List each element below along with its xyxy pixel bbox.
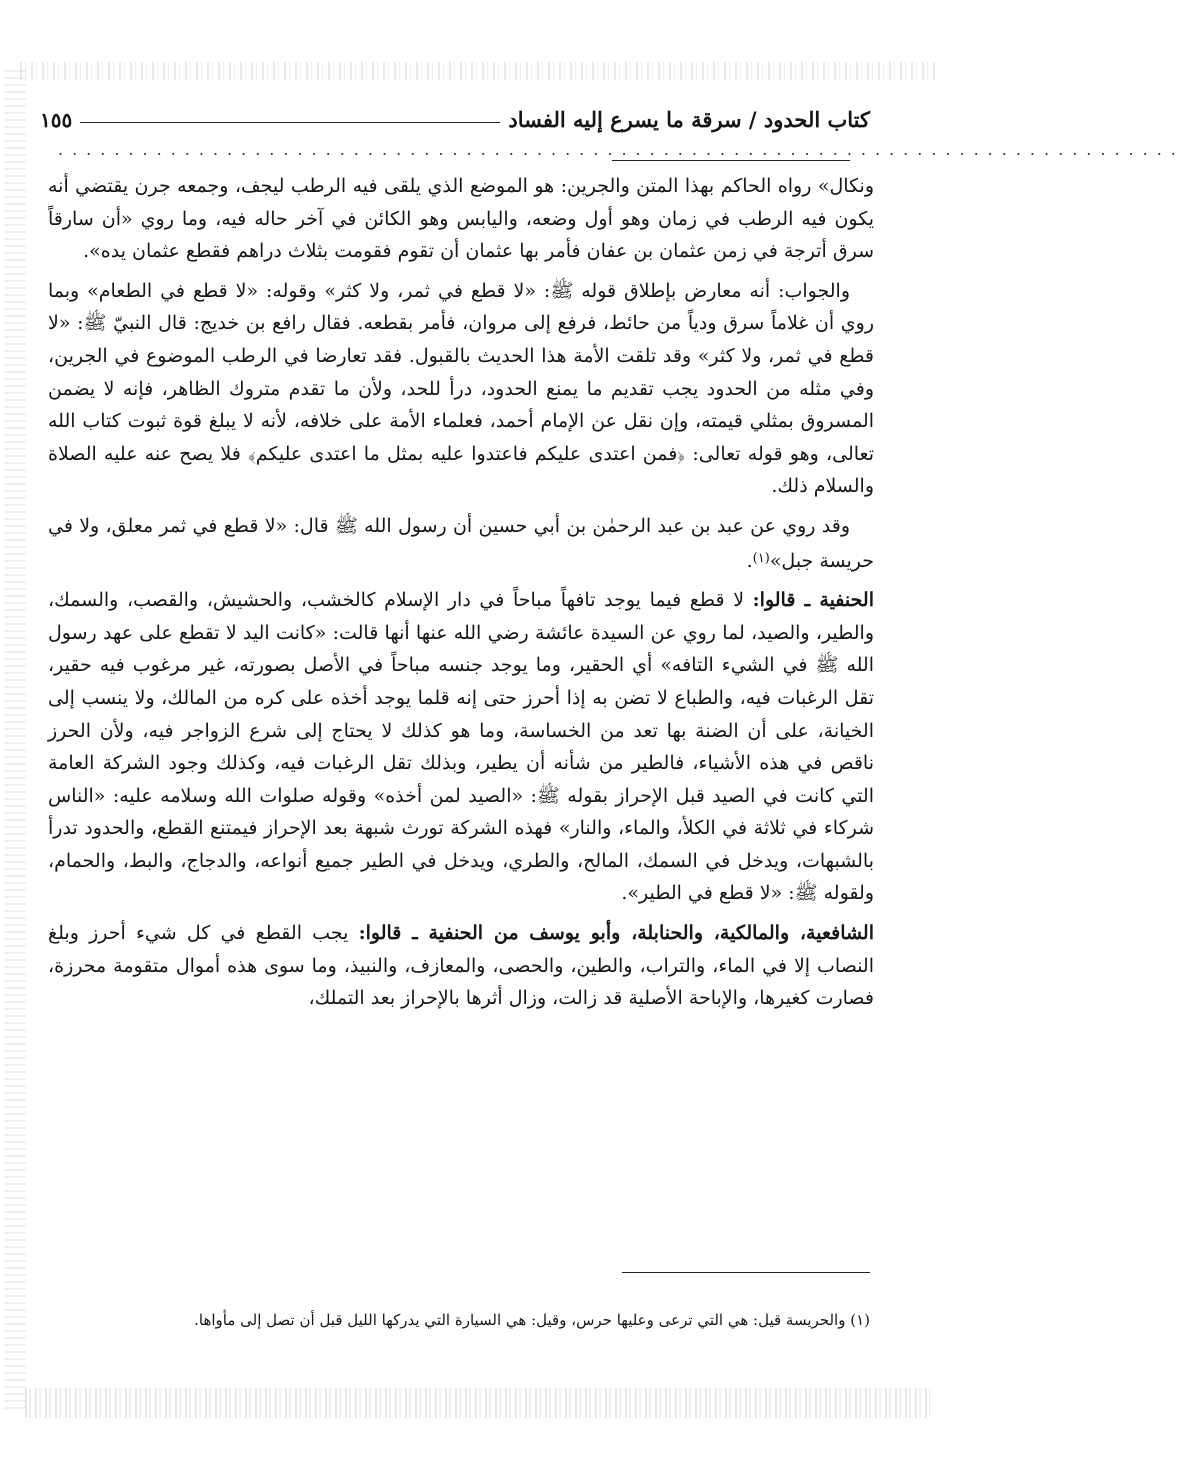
header-rule — [80, 122, 500, 123]
paragraph-3-text: وقد روي عن عبد بن عبد الرحمٰن بن أبي حسين أن رسول الله ﷺ قال: «لا قطع في ثمر معلق، ولا في حريسة جبل» — [48, 514, 874, 572]
page-number: ١٥٥ — [40, 108, 73, 132]
paragraph-2: والجواب: أنه معارض بإطلاق قوله ﷺ: «لا قطع في ثمر، ولا كثر» وقوله: «لا قطع في الطعام» وبما روي أن غلاماً سرق ودياً من حائط، فرفع إلى مروان، فأمر بقطعه. فقال رافع بن خديج: قال النبيّ ﷺ: «لا قطع في ثمر، ولا كثر» وقد تلقت الأمة هذا الحديث بالقبول. فقد تعارضا في الرطب الموضوع في الجرين، وفي مثله من الحدود يجب تقديم ما يمنع الحدود، درأ للحد، ولأن ما تقدم متروك الظاهر، فإنه لا يضمن المسروق بمثلي قيمته، وإن نقل عن الإمام أحمد، فعلماء الأمة على خلافه، لأنه لا يبلغ قوة ثبوت كتاب الله تعالى، وهو قوله تعالى: ﴿فمن اعتدى عليكم فاعتدوا عليه بمثل ما اعتدى عليكم﴾ فلا يصح عنه عليه الصلاة والسلام ذلك. — [48, 279, 874, 498]
dotted-separator: ................................................................................ — [58, 140, 1185, 159]
scan-noise-left — [4, 70, 26, 1410]
paragraph-3-end: . — [746, 549, 753, 572]
footnote: (١) والحريسة قيل: هي التي ترعى وعليها حرس، وقيل: هي السيارة التي يدركها الليل قبل أن تصل إلى مأواها. — [194, 1311, 870, 1329]
paragraph-hanafi — [48, 584, 874, 910]
paragraph-1: ونكال» رواه الحاكم بهذا المتن والجرين: هو الموضع الذي يلقى فيه الرطب ليجف، وجمعه جرن يقتضي أنه يكون فيه الرطب في زمان وهو أول وضعه، واليابس وهو الكائن في آخر حاله فيه، وما روي «أن سارقاً سرق أترجة في زمن عثمان بن عفان فأمر بها عثمان أن تقوم فقومت بثلاث دراهم فقطع عثمان يده». — [48, 175, 874, 263]
hanafi-text: لا قطع فيما يوجد تافهاً مباحاً في دار الإسلام كالخشب، والحشيش، والقصب، والسمك، والطير، والصيد، لما روي عن السيدة عائشة رضي الله عنها أنها قالت: «كانت اليد لا تقطع على عهد رسول الله ﷺ في الشيء التافه» أي الحقير، وما يوجد جنسه مباحاً في الأصل بصورته، غير مرغوب فيه حقير، تقل الرغبات فيه، والطباع لا تضن به إذا أحرز حتى إنه قلما يوجد أخذه على كره من المالك، ولا ينسب إلى الخيانة، على أن الضنة بها تعد من الخساسة، وما هو كذلك لا يحتاج إلى شرع الزواجر فيه، ولأن الحرز ناقص في هذه الأشياء، فالطير من شأنه أن يطير، وبذلك تقل الرغبات فيه، وكذلك وجود الشركة العامة التي كانت في الصيد قبل الإحراز بقوله ﷺ: «الصيد لمن أخذه» وقوله صلوات الله وسلامه عليه: «الناس شركاء في ثلاثة في الكلأ، والماء، والنار» فهذه الشركة تورث شبهة بعد الإحراز فيمتنع القطع، والحدود تدرأ بالشبهات، ويدخل في السمك، المالح، والطري، ويدخل في الطير جميع أنواعه، والدجاج، والبط، والحمام، ولقوله ﷺ: «لا قطع في الطير». — [48, 589, 874, 905]
paragraph-3 — [48, 510, 874, 577]
paragraph-majority — [48, 917, 874, 1015]
majority-text: يجب القطع في كل شيء أحرز وبلغ النصاب إلا في الماء، والتراب، والطين، والحصى، والمعازف، والنبيذ، وما سوى هذه أموال متقومة محرزة، فصارت كغيرها، والإباحة الأصلية قد زالت، وزال أثرها بالإحراز بعد التملك، — [48, 922, 874, 1010]
separator-rule — [612, 160, 850, 161]
hanafi-heading: الحنفية ـ قالوا: — [752, 589, 874, 612]
scan-noise-bottom — [25, 1388, 930, 1418]
footnote-reference: (١) — [752, 550, 770, 566]
running-title: كتاب الحدود / سرقة ما يسرع إليه الفساد — [508, 107, 870, 132]
majority-heading: الشافعية، والمالكية، والحنابلة، وأبو يوسف من الحنفية ـ قالوا: — [358, 922, 875, 945]
scan-noise-top — [20, 62, 935, 80]
page-header — [40, 98, 870, 132]
footnote-rule — [622, 1272, 870, 1273]
main-text — [48, 170, 874, 1022]
